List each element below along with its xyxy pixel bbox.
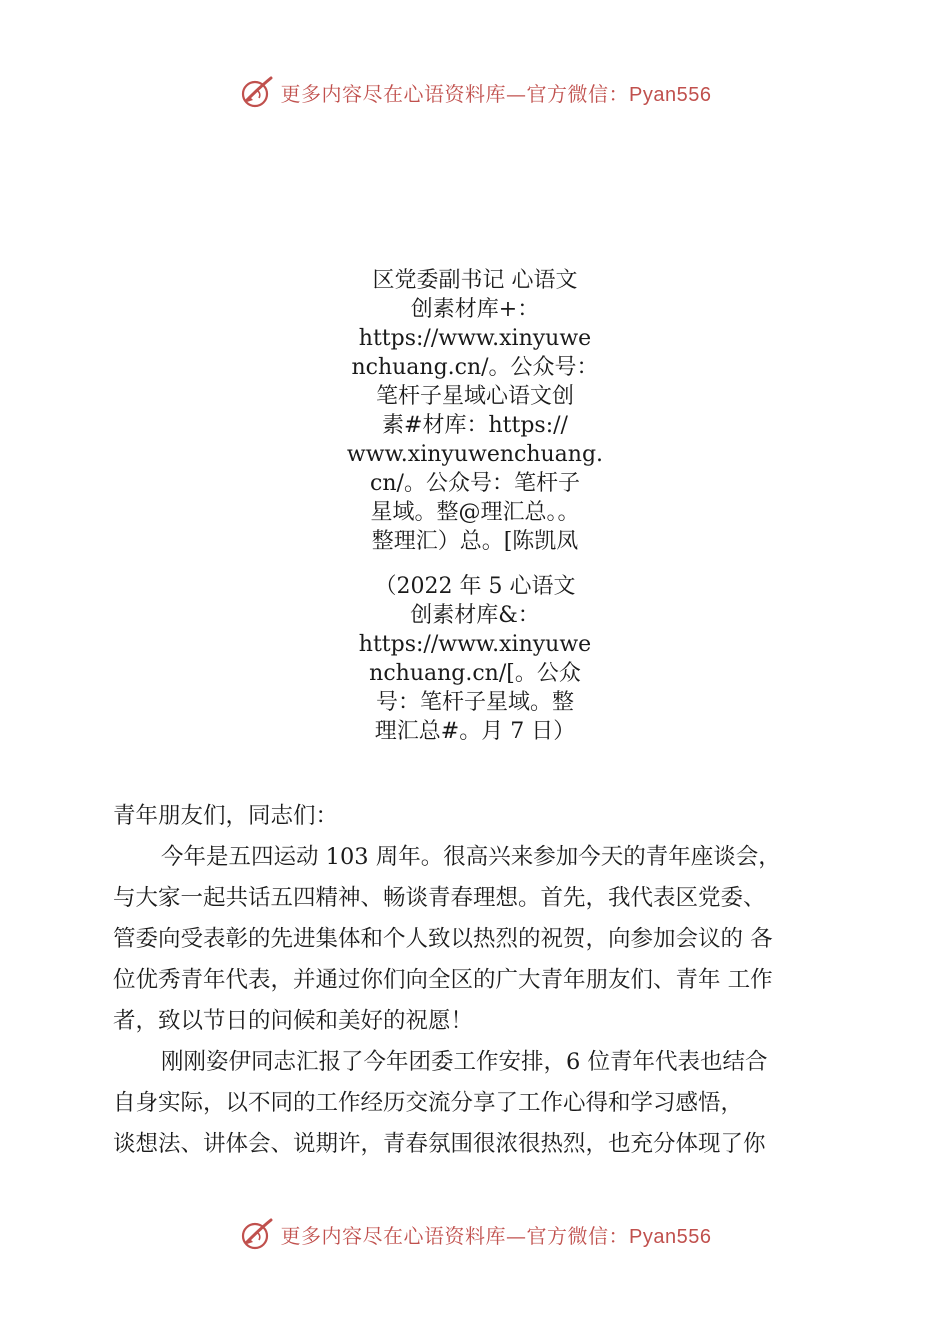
footer-banner — [0, 1212, 950, 1256]
paragraph-line: 今年是五四运动 103 周年。很高兴来参加今天的青年座谈会， — [161, 844, 781, 870]
title-line: https://www.xinyuwe — [358, 326, 592, 351]
date-line: 创素材库&： — [410, 603, 540, 628]
pen-logo-icon — [239, 1216, 275, 1252]
header-banner — [0, 70, 950, 114]
title-block-date — [340, 572, 610, 746]
title-line: 星域。整@理汇总。。 — [370, 500, 580, 525]
paragraph-line: 位优秀青年代表，并通过你们向全区的广大青年朋友们、青年 工作 — [113, 967, 773, 993]
banner-label: 更多内容尽在心语资料库—官方微信： — [280, 1223, 630, 1248]
title-line: 整理汇）总。[陈凯凤 — [371, 529, 579, 554]
banner-wechat-id: Pyan556 — [629, 83, 712, 106]
paragraph-line: 自身实际，以不同的工作经历交流分享了工作心得和学习感悟， — [113, 1090, 744, 1116]
title-line: www.xinyuwenchuang. — [346, 442, 604, 467]
title-line: 区党委副书记 心语文 — [372, 268, 578, 293]
paragraph-line: 管委向受表彰的先进集体和个人致以热烈的祝贺，向参加会议的 各 — [113, 926, 773, 952]
date-line: nchuang.cn/[。公众 — [369, 661, 581, 686]
banner-label: 更多内容尽在心语资料库—官方微信： — [280, 81, 630, 106]
title-line: 素#材库：https:// — [382, 413, 568, 438]
title-line: nchuang.cn/。公众号： — [351, 355, 599, 380]
date-line: 号：笔杆子星域。整 — [375, 690, 574, 715]
date-line: （2022 年 5 心语文 — [374, 574, 576, 599]
date-line: 理汇总#。月 7 日） — [374, 719, 576, 744]
paragraph-line: 刚刚姿伊同志汇报了今年团委工作安排，6 位青年代表也结合 — [161, 1049, 768, 1075]
salutation — [113, 796, 857, 837]
date-line: https://www.xinyuwe — [358, 632, 592, 657]
header-banner-text — [281, 78, 712, 107]
document-body — [113, 796, 857, 1165]
paragraph-line: 谈想法、讲体会、说期许，青春氛围很浓很热烈，也充分体现了你 — [113, 1131, 766, 1157]
paragraph-line: 者，致以节日的问候和美好的祝愿！ — [113, 1008, 474, 1034]
title-line: cn/。公众号：笔杆子 — [370, 471, 580, 496]
title-block-author — [340, 266, 610, 556]
paragraph-line: 与大家一起共话五四精神、畅谈青春理想。首先，我代表区党委、 — [113, 885, 766, 911]
title-line: 笔杆子星域心语文创 — [375, 384, 574, 409]
title-line: 创素材库+： — [410, 297, 540, 322]
paragraph-1 — [113, 837, 857, 1042]
banner-wechat-id: Pyan556 — [629, 1225, 712, 1248]
pen-logo-icon — [239, 74, 275, 110]
salutation-text: 青年朋友们，同志们： — [113, 803, 339, 829]
footer-banner-text — [281, 1220, 712, 1249]
paragraph-2 — [113, 1042, 857, 1165]
